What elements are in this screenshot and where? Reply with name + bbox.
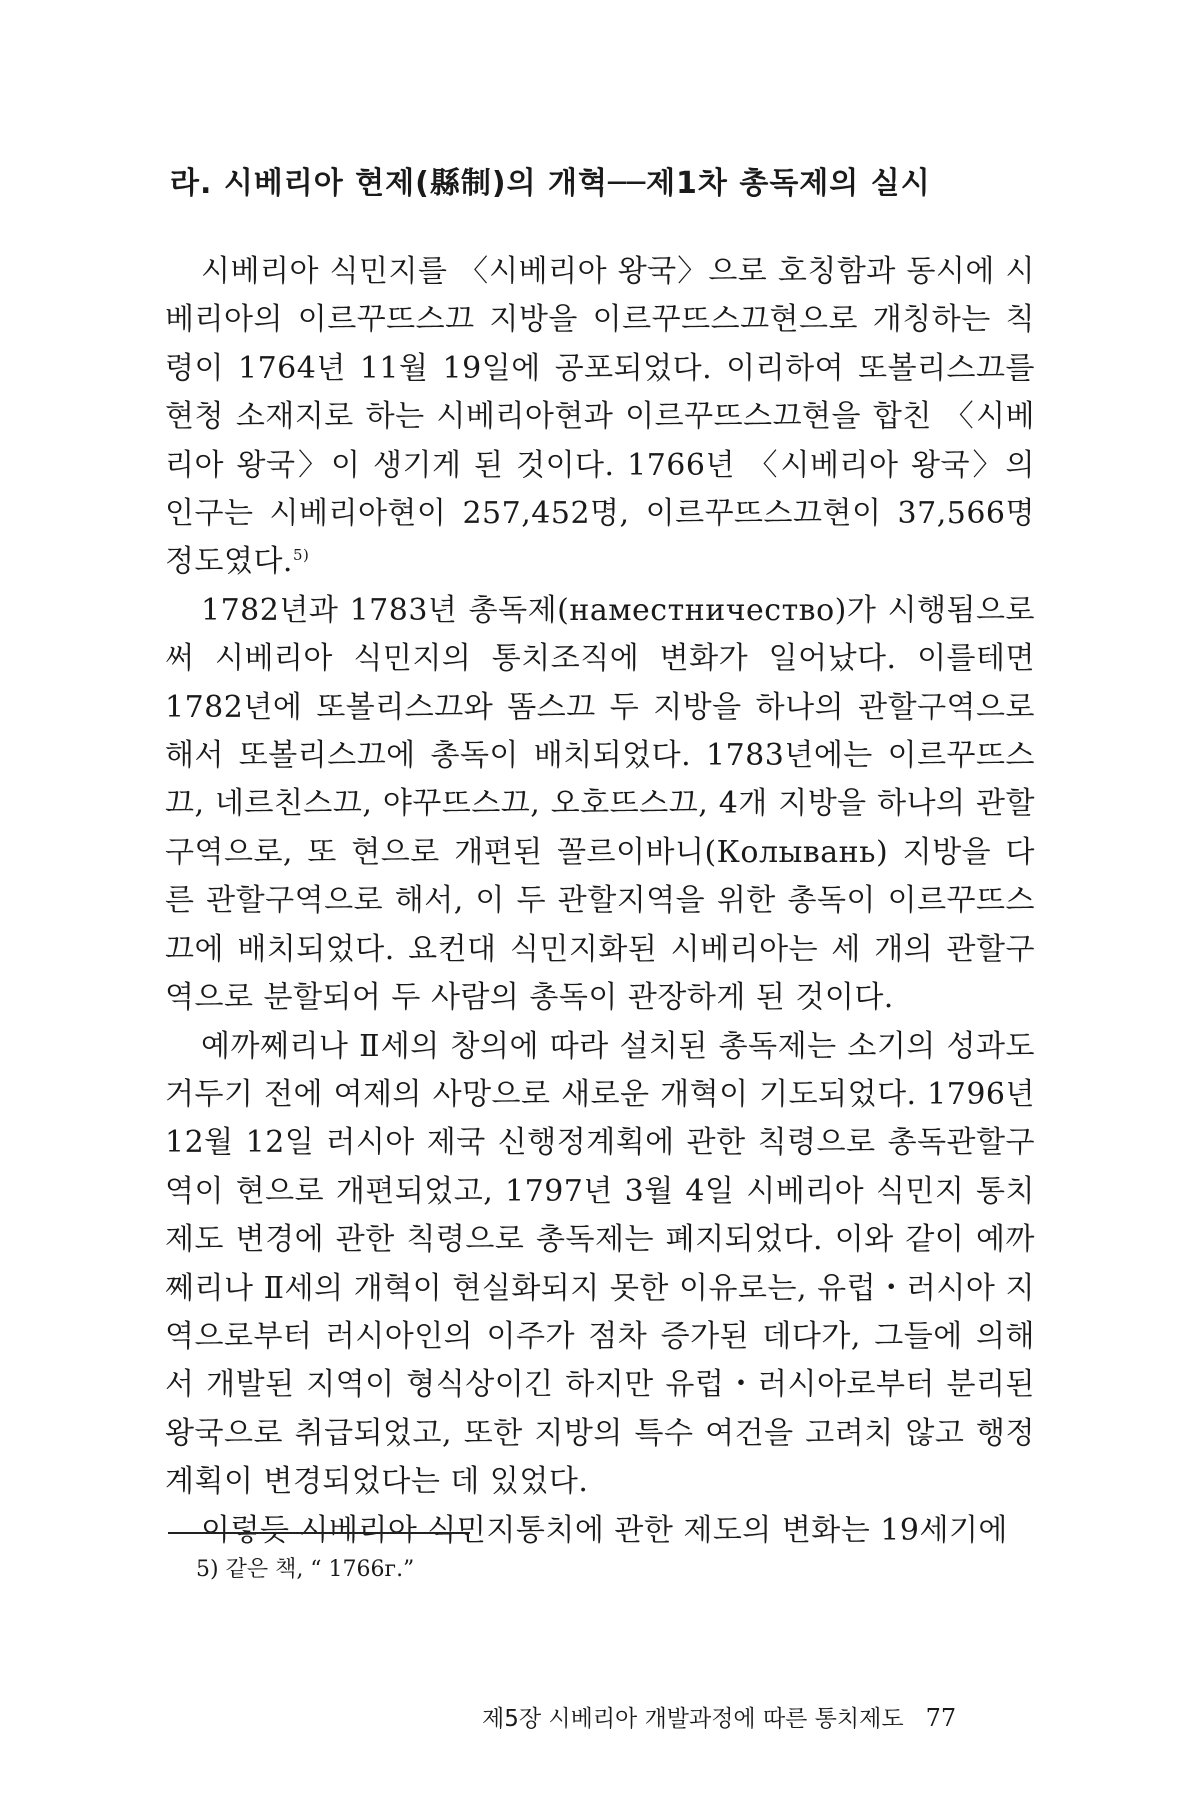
running-footer xyxy=(482,1700,956,1733)
paragraph-1 xyxy=(165,248,1035,587)
paragraph-1-text: 시베리아 식민지를 〈시베리아 왕국〉으로 호칭함과 동시에 시베리아의 이르꾸뜨스끄 지방을 이르꾸뜨스끄현으로 개칭하는 칙령이 1764년 11월 19일에 공포되었다. 이리하여 또볼리스끄를 현청 소재지로 하는 시베리아현과 이르꾸뜨스끄현을 합친 〈시베리아 왕국〉이 생기게 된 것이다. 1766년 〈시베리아 왕국〉의 인구는 시베리아현이 257,452명, 이르꾸뜨스끄현이 37,566명 정도였다. xyxy=(165,254,1035,580)
paragraph-2-text: 1782년과 1783년 총독제(наместничество)가 시행됨으로써 시베리아 식민지의 통치조직에 변화가 일어났다. 이를테면 1782년에 또볼리스끄와 똠스끄 두 지방을 하나의 관할구역으로 해서 또볼리스끄에 총독이 배치되었다. 1783년에는 이르꾸뜨스끄, 네르친스끄, 야꾸뜨스끄, 오호뜨스끄, 4개 지방을 하나의 관할구역으로, 또 현으로 개편된 꼴르이바니(Колывань) 지방을 다른 관할구역으로 해서, 이 두 관할지역을 위한 총독이 이르꾸뜨스끄에 배치되었다. 요컨대 식민지화된 시베리아는 세 개의 관할구역으로 분할되어 두 사람의 총독이 관장하게 된 것이다. xyxy=(165,592,1035,1016)
paragraph-3 xyxy=(165,1023,1035,1507)
paragraph-3-text: 예까쩨리나 Ⅱ세의 창의에 따라 설치된 총독제는 소기의 성과도 거두기 전에 여제의 사망으로 새로운 개혁이 기도되었다. 1796년 12월 12일 러시아 제국 신행정계획에 관한 칙령으로 총독관할구역이 현으로 개편되었고, 1797년 3월 4일 시베리아 식민지 통치제도 변경에 관한 칙령으로 총독제는 폐지되었다. 이와 같이 예까쩨리나 Ⅱ세의 개혁이 현실화되지 못한 이유로는, 유럽・러시아 지역으로부터 러시아인의 이주가 점차 증가된 데다가, 그들에 의해서 개발된 지역이 형식상이긴 하지만 유럽・러시아로부터 분리된 왕국으로 취급되었고, 또한 지방의 특수 여건을 고려치 않고 행정계획이 변경되었다는 데 있었다. xyxy=(165,1028,1035,1500)
paragraph-4 xyxy=(165,1507,1035,1555)
footnote-reference: 5) xyxy=(292,546,310,565)
body-text xyxy=(165,248,1035,1555)
section-heading: 라. 시베리아 현제(縣制)의 개혁──제1차 총독제의 실시 xyxy=(170,166,931,201)
footnote: 5) 같은 책, “ 1766г.” xyxy=(196,1557,415,1582)
page-number: 77 xyxy=(925,1704,957,1732)
paragraph-4-text: 이렇듯 시베리아 식민지통치에 관한 제도의 변화는 19세기에 xyxy=(201,1512,1008,1548)
paragraph-2 xyxy=(165,587,1035,1023)
chapter-title: 제5장 시베리아 개발과정에 따른 통치제도 xyxy=(482,1706,904,1732)
footnote-divider xyxy=(168,1532,470,1534)
